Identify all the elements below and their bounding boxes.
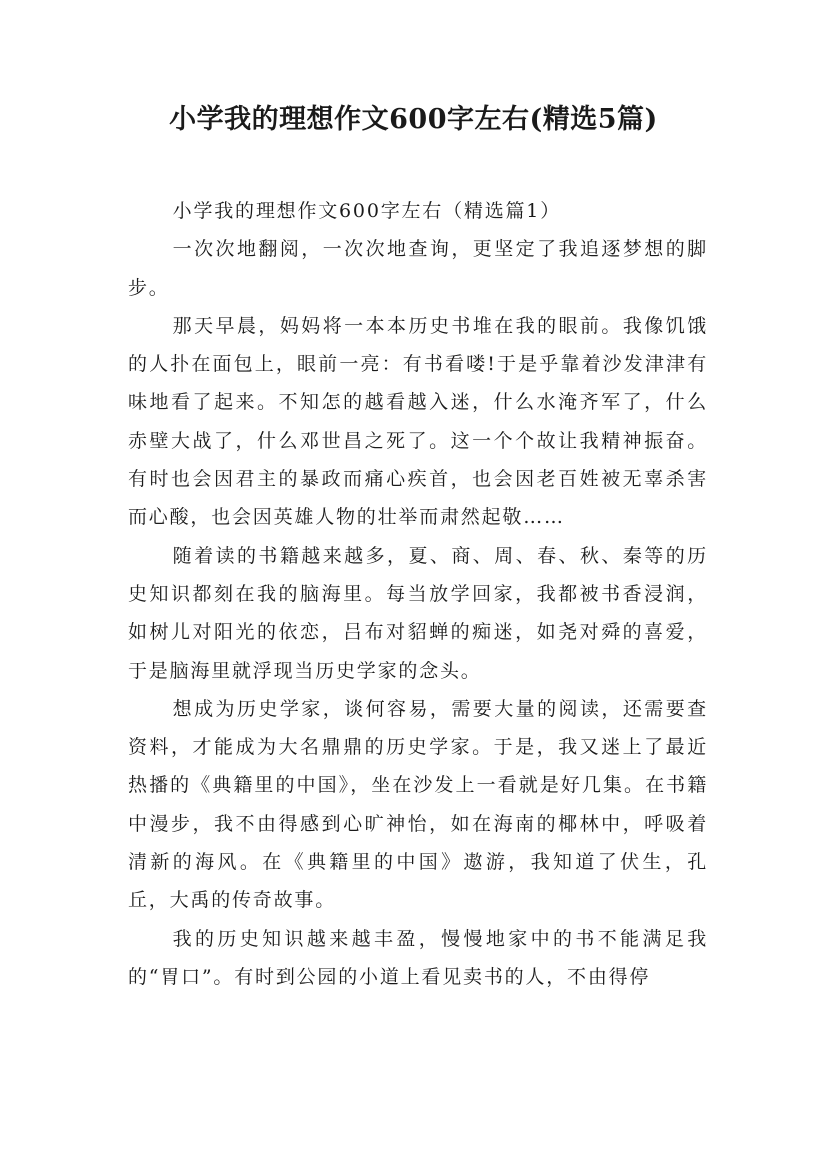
paragraph: 随着读的书籍越来越多，夏、商、周、春、秋、秦等的历史知识都刻在我的脑海里。每当放学回家，我都被书香浸润，如树儿对阳光的依恋，吕布对貂蝉的痴迷，如尧对舜的喜爱，于是脑海里就浮现当历史学家的念头。 <box>128 544 708 682</box>
document-body <box>128 192 708 996</box>
section-heading: 小学我的理想作文600字左右（精选篇1） <box>172 200 561 222</box>
paragraph: 想成为历史学家，谈何容易，需要大量的阅读，还需要查资料，才能成为大名鼎鼎的历史学家。于是，我又迷上了最近热播的《典籍里的中国》，坐在沙发上一看就是好几集。在书籍中漫步，我不由得感到心旷神怡，如在海南的椰林中，呼吸着清新的海风。在《典籍里的中国》遨游，我知道了伏生，孔丘，大禹的传奇故事。 <box>128 697 708 912</box>
document-title: 小学我的理想作文600字左右(精选5篇) <box>169 104 658 135</box>
paragraph: 那天早晨，妈妈将一本本历史书堆在我的眼前。我像饥饿的人扑在面包上，眼前一亮：有书看喽!于是乎靠着沙发津津有味地看了起来。不知怎的越看越入迷，什么水淹齐军了，什么赤壁大战了，什么邓世昌之死了。这一个个故让我精神振奋。有时也会因君主的暴政而痛心疾首，也会因老百姓被无辜杀害而心酸，也会因英雄人物的壮举而肃然起敬…… <box>128 314 708 529</box>
paragraph: 我的历史知识越来越丰盈，慢慢地家中的书不能满足我的“胃口”。有时到公园的小道上看见卖书的人，不由得停 <box>128 927 708 988</box>
paragraph: 一次次地翻阅，一次次地查询，更坚定了我追逐梦想的脚步。 <box>128 238 708 299</box>
